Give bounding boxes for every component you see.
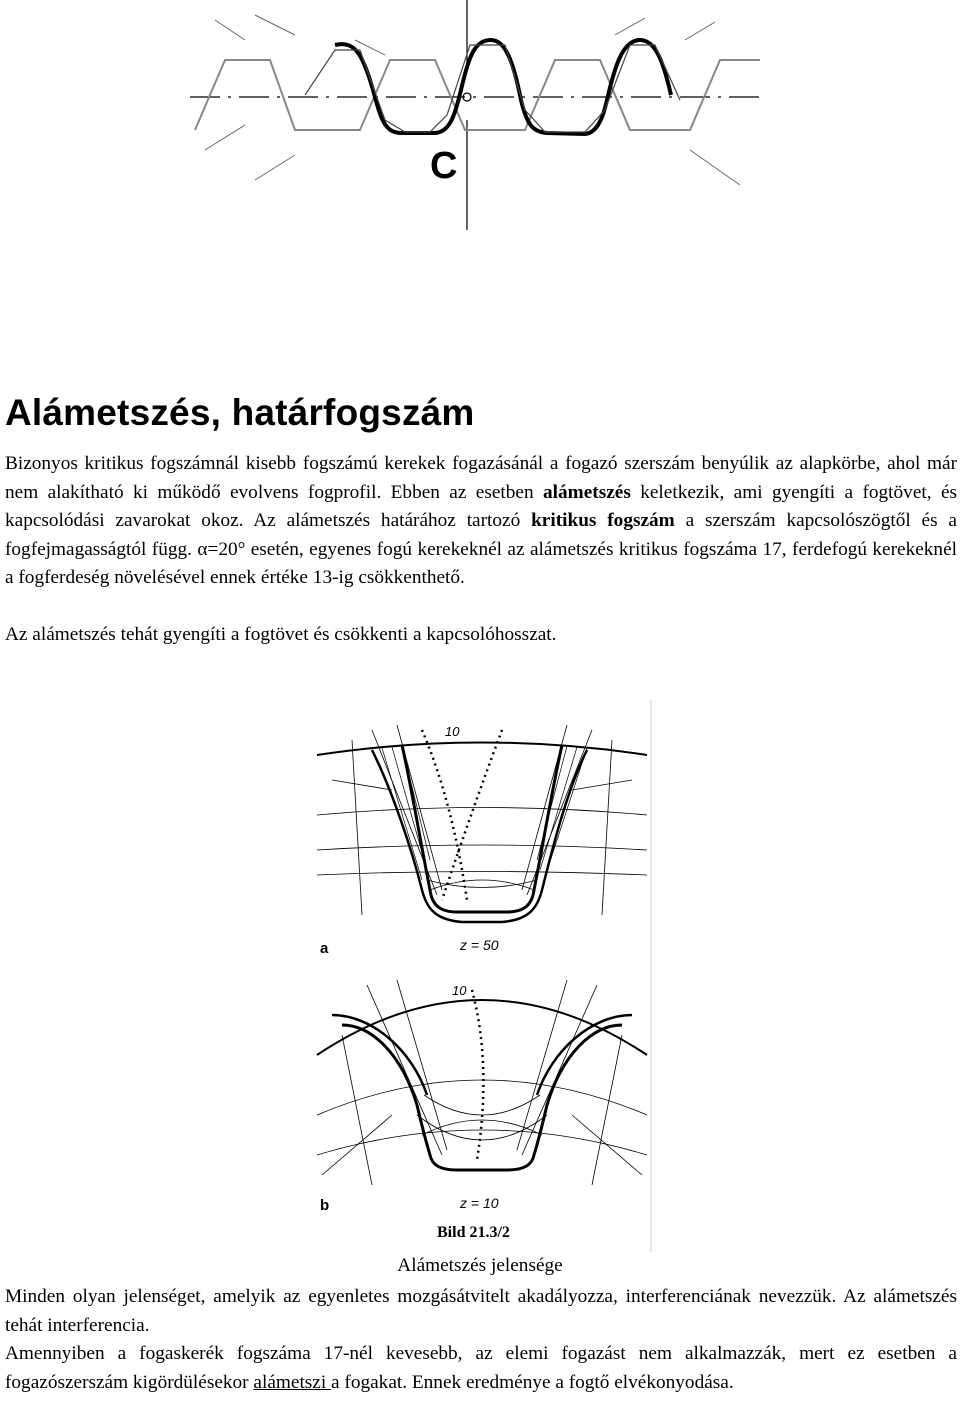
z-value-b: z = 10 bbox=[460, 1195, 499, 1211]
paragraph-interference: Minden olyan jelenséget, amelyik az egyenletes mozgásátvitelt akadályozza, interferenciának nevezzük. Az alámetszés tehát interferencia. bbox=[5, 1286, 957, 1336]
label-a: a bbox=[320, 940, 329, 957]
tooth-engagement-figure bbox=[185, 0, 760, 235]
page-title: Alámetszés, határfogszám bbox=[5, 392, 475, 433]
p4-text-1: Amennyiben a fogaskerék fogszáma 17-nél kevesebb, az elemi fogazást nem alkalmazzák, mert ez esetben a fogazószerszám kigördülésekor bbox=[5, 1343, 957, 1393]
label-b: b bbox=[320, 1197, 330, 1214]
label-ten-a: 10 bbox=[445, 724, 460, 739]
p1-text-3: a szerszám kapcsolószögtől és a fogfejmagasságtól függ. α=20° esetén, egyenes fogú kerekeknél az alámetszés kritikus fogszáma 17, ferdefogú kerekeknél a fogferdeség növelésével ennek értéke 13-ig csökkenthető. bbox=[5, 510, 957, 588]
label-ten-b: 10 bbox=[452, 983, 467, 998]
figure-caption: Alámetszés jelensége bbox=[397, 1255, 563, 1276]
p4-text-2: a fogakat. Ennek eredménye a fogtő elvékonyodása. bbox=[331, 1371, 734, 1393]
paragraph-conclusion bbox=[5, 1340, 957, 1397]
figure-label-c: C bbox=[430, 145, 458, 187]
term-alametszes: alámetszés bbox=[543, 481, 631, 503]
p1-text-1: Bizonyos kritikus fogszámnál kisebb fogszámú kerekek fogazásánál a fogazó szerszám benyúlik az alapkörbe, ahol már nem alakítható ki működő evolvens fogprofil. Ebben az esetben bbox=[5, 453, 957, 503]
term-kritikus-fogszam: kritikus fogszám bbox=[531, 510, 675, 531]
z-value-a: z = 50 bbox=[460, 937, 499, 953]
paragraph-intro bbox=[5, 450, 957, 593]
paragraph-summary: Az alámetszés tehát gyengíti a fogtövet és csökkenti a kapcsolóhosszat. bbox=[5, 624, 557, 645]
p1-text-2: keletkezik, ami gyengíti a fogtövet, és kapcsolódási zavarokat okoz. Az alámetszés határához tartozó bbox=[5, 481, 958, 531]
undercut-figure bbox=[312, 700, 654, 1252]
underlined-term: alámetszi bbox=[253, 1371, 332, 1393]
bild-label: Bild 21.3/2 bbox=[437, 1224, 510, 1241]
